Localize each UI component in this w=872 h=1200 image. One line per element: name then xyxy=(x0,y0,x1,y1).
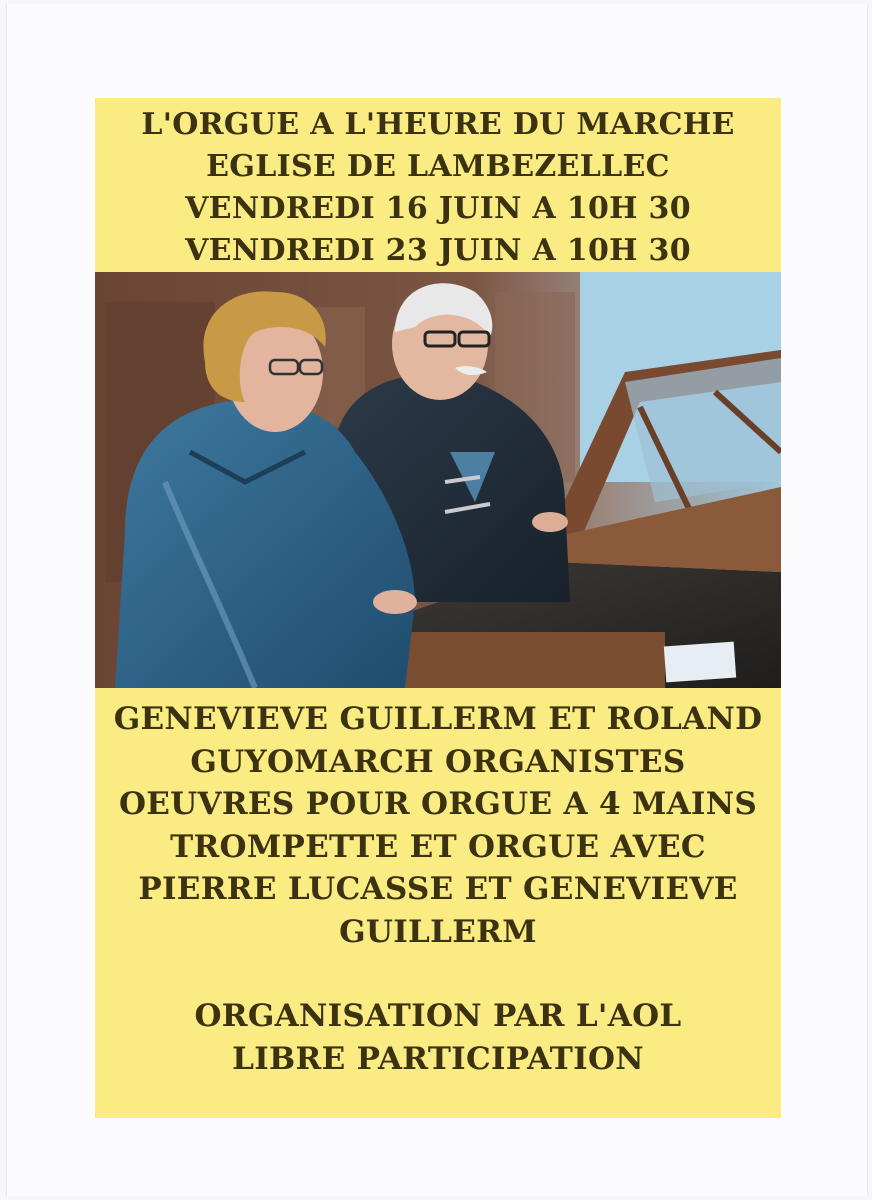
body-line-performers: PIERRE LUCASSE ET GENEVIEVE xyxy=(138,871,738,907)
poster xyxy=(95,98,781,1118)
body-line-organists-2: GUYOMARCH ORGANISTES xyxy=(190,743,686,780)
header-date-1: VENDREDI 16 JUIN A 10H 30 xyxy=(185,191,691,226)
body-line-organists-1: GENEVIEVE GUILLERM ET ROLAND xyxy=(113,701,763,737)
header-venue: EGLISE DE LAMBEZELLEC xyxy=(206,149,670,184)
footer-participation: LIBRE PARTICIPATION xyxy=(232,1040,644,1077)
body-line-works: OEUVRES POUR ORGUE A 4 MAINS xyxy=(118,786,758,822)
header-title: L'ORGUE A L'HEURE DU MARCHE xyxy=(141,107,735,142)
poster-header xyxy=(95,104,781,272)
footer-organisation: ORGANISATION PAR L'AOL xyxy=(194,998,682,1034)
spacer xyxy=(95,953,781,995)
poster-body xyxy=(95,698,781,1080)
body-line-trumpet: TROMPETTE ET ORGUE AVEC xyxy=(170,828,706,865)
body-line-performers-end: GUILLERM xyxy=(339,913,537,950)
header-date-2: VENDREDI 23 JUIN A 10H 30 xyxy=(185,233,691,268)
organists-photo xyxy=(95,272,781,688)
